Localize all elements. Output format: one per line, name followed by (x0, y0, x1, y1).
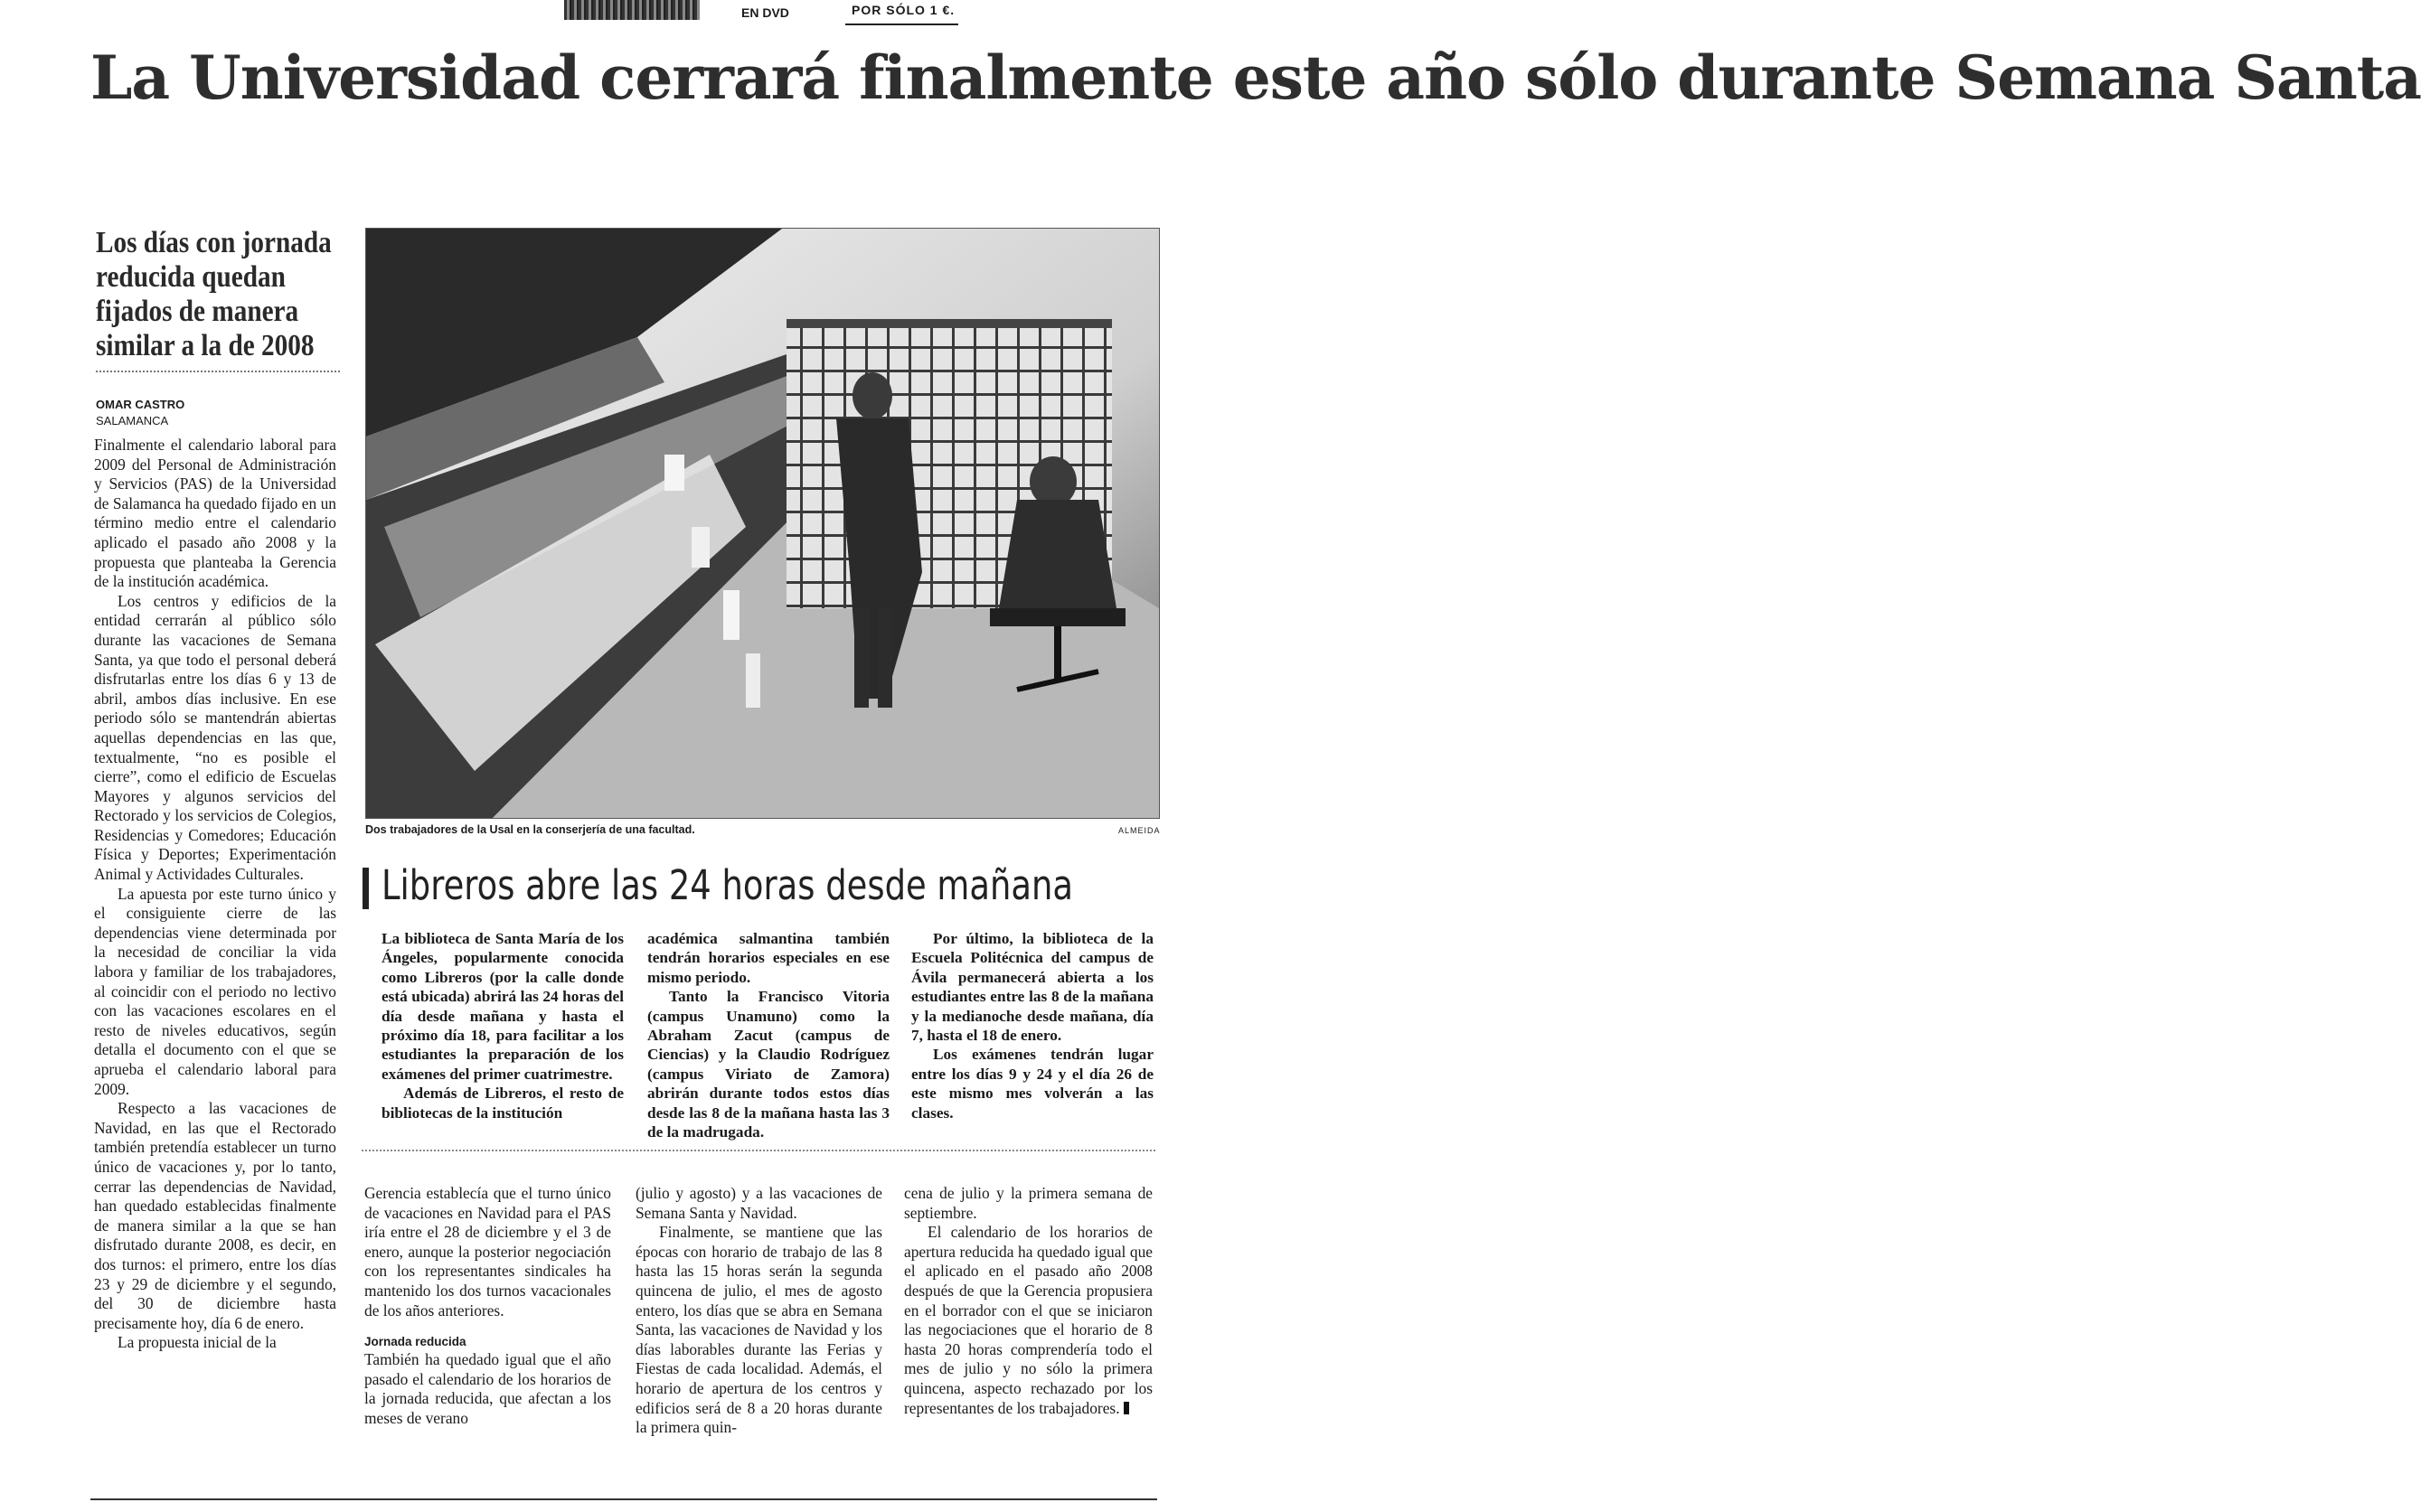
paragraph: La propuesta inicial de la (118, 1333, 277, 1352)
sidebar-column-1 (382, 929, 624, 1122)
paragraph: Los centros y edificios de la entidad cerrarán al público sólo durante las vacaciones de Semana Santa, ya que todo el personal deberá disfrutarlas entre los días 6 y 13 de abril, ambos días inclusive. En ese periodo sólo se mantendrán abiertas aquellas dependencias en las que, textualmente, “no es posible el cierre”, como el edificio de Escuelas Mayores y algunos servicios del Rectorado y los servicios de Colegios, Residencias y Comedores; Educación Física y Deportes; Experimentación Animal y Actividades Culturales. (94, 591, 336, 884)
news-photo (365, 228, 1160, 819)
article-bottom-column-1 (364, 1184, 611, 1429)
sidebar-column-2 (647, 929, 890, 1141)
headline: La Universidad cerrará finalmente este año sólo durante Semana Santa (90, 42, 2421, 113)
sidebar-column-3 (911, 929, 1154, 1122)
end-of-article-mark (1124, 1402, 1129, 1414)
paragraph: Finalmente, se mantiene que las épocas con horario de trabajo de las 8 hasta las 15 horas serán la segunda quincena de julio, el mes de agosto entero, los días que se abra en Semana Santa, las vacaciones de Navidad y los días laborables durante las Ferias y Fiestas de cada localidad. Además, el horario de apertura de los centros y edificios será de 8 a 20 horas durante la primera quin- (636, 1223, 882, 1437)
sidebar-accent-bar (363, 868, 369, 909)
photo-credit: ALMEIDA (1118, 826, 1161, 835)
paragraph: Gerencia establecía que el turno único de vacaciones en Navidad para el PAS iría entre el 28 de diciembre y el 3 de enero, aunque la posterior negociación con los representantes sindicales ha mantenido los dos turnos vacacionales de los años anteriores. (364, 1184, 611, 1319)
promo-banner (561, 0, 958, 29)
sidebar-title: Libreros abre las 24 horas desde mañana (382, 861, 1073, 909)
paragraph (904, 1223, 1153, 1418)
paragraph: Respecto a las vacaciones de Navidad, en las que el Rectorado también pretendía establecer un turno único de vacaciones y, por lo tanto, cerrar las dependencias de Navidad, han quedado establecidas finalmente de manera similar a la que se han disfrutado durante 2008, es decir, en dos turnos: el primero, entre los días 23 y 29 de diciembre y el segundo, del 30 de diciembre hasta precisamente hoy, día 6 de enero. (94, 1099, 336, 1332)
page-bottom-rule (90, 1498, 1157, 1500)
promo-rule (845, 23, 958, 25)
article-bottom-column-2 (636, 1184, 882, 1438)
subheadline: Los días con jornada reducida quedan fijados de manera similar a la de 2008 (96, 226, 332, 362)
promo-format: EN DVD (741, 5, 789, 20)
photo-caption: Dos trabajadores de la Usal en la conserjería de una facultad. (365, 823, 695, 836)
paragraph-text: El calendario de los horarios de apertura reducida ha quedado igual que el aplicado en el pasado año 2008 después de que la Gerencia propusiera en el borrador con el que se iniciaron las negociaciones que el horario de 8 hasta 20 horas comprendería todo el mes de julio y no sólo la primera quincena, aspecto rechazado por los representantes de los trabajadores. (904, 1223, 1153, 1417)
paragraph: (julio y agosto) y a las vacaciones de Semana Santa y Navidad. (636, 1184, 882, 1222)
paragraph: Finalmente el calendario laboral para 2009 del Personal de Administración y Servicios (PAS) de la Universidad de Salamanca ha quedado fijado en un término medio entre el calendario aplicado el pasado año 2008 y la propuesta que planteaba la Gerencia de la institución académica. (94, 436, 336, 591)
article-left-column (94, 436, 336, 1353)
paragraph: La apuesta por este turno único y el consiguiente cierre de las dependencias viene determinada por la necesidad de conciliar la vida labora y familiar de los trabajadores, al coincidir con el periodo no lectivo con las vacaciones escolares en el resto de niveles educativos, según detalla el documento con el que se aprueba el calendario laboral para 2009. (94, 884, 336, 1098)
paragraph: Por último, la biblioteca de la Escuela Politécnica del campus de Ávila permanecerá abierta a los estudiantes entre las 8 de la mañana y la medianoche desde mañana, día 7, hasta el 18 de enero. (911, 930, 1154, 1045)
paragraph: académica salmantina también tendrán horarios especiales en ese mismo periodo. (647, 930, 890, 986)
photo-illustration (366, 229, 1159, 818)
paragraph: También ha quedado igual que el año pasado el calendario de los horarios de la jornada reducida, que afectan a los meses de verano (364, 1350, 611, 1427)
article-bottom-column-3 (904, 1184, 1153, 1418)
paragraph: Los exámenes tendrán lugar entre los días 9 y 24 y el día 26 de este mismo mes volverán a las clases. (911, 1046, 1154, 1122)
paragraph: Además de Libreros, el resto de bibliotecas de la institución (382, 1085, 624, 1122)
paragraph: Tanto la Francisco Vitoria (campus Unamuno) como la Abraham Zacut (campus de Ciencias) y la Claudio Rodríguez (campus Viriato de Zamora) abrirán durante todos estos días desde las 8 de la mañana hasta las 3 de la madrugada. (647, 988, 890, 1141)
paragraph: La biblioteca de Santa María de los Ángeles, popularmente conocida como Libreros (por la calle donde está ubicada) abrirá las 24 horas del día desde mañana y hasta el próximo día 18, para facilitar a los estudiantes la preparación de los exámenes del primer cuatrimestre. (382, 930, 624, 1083)
byline-location: SALAMANCA (96, 414, 169, 427)
byline-author: OMAR CASTRO (96, 398, 185, 411)
promo-price: POR SÓLO 1 €. (852, 3, 956, 17)
paragraph: cena de julio y la primera semana de septiembre. (904, 1184, 1153, 1222)
divider (96, 371, 340, 372)
section-subhead: Jornada reducida (364, 1335, 466, 1349)
promo-thumbnail (564, 0, 700, 20)
